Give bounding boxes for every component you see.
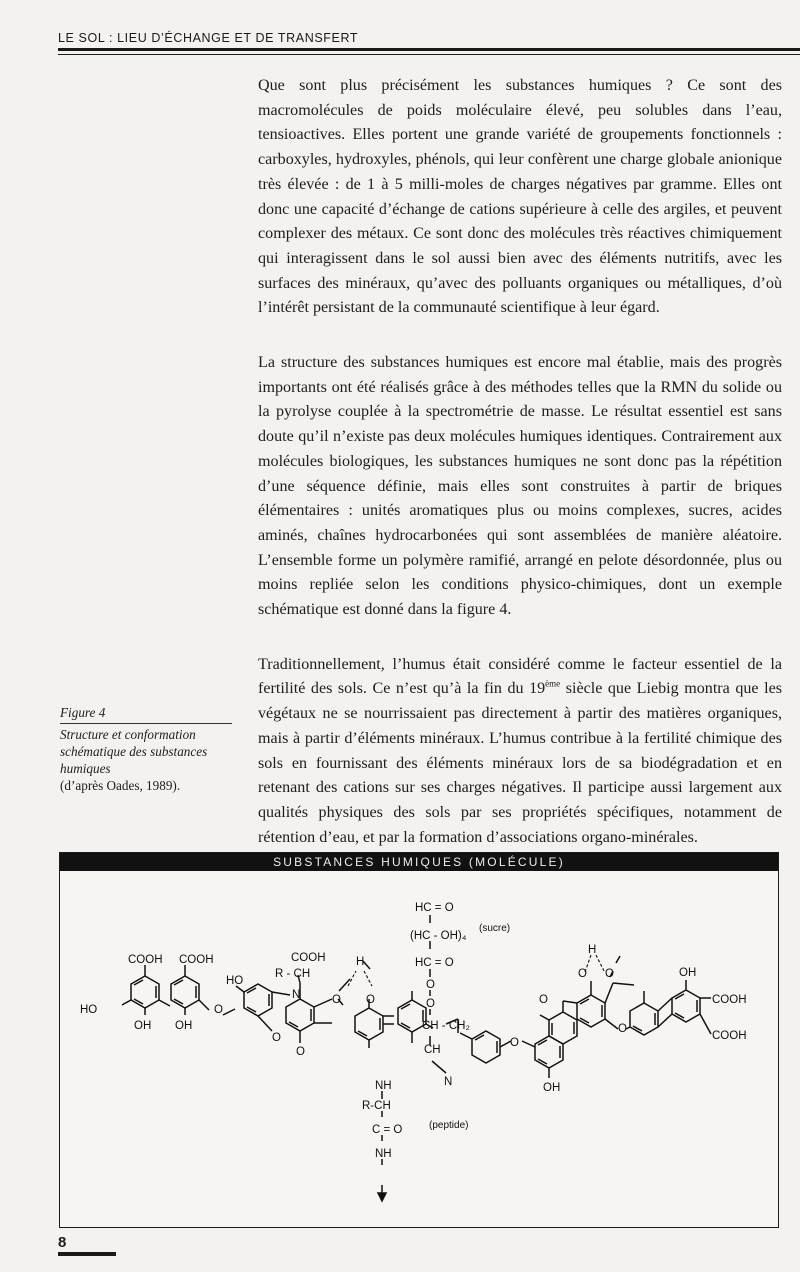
label-o-sugar-1: O — [426, 979, 435, 991]
ring-c — [244, 984, 272, 1016]
label-ch-ch2: CH - CH₂ — [422, 1020, 470, 1032]
ring-b — [171, 976, 199, 1008]
label-sucre: (sucre) — [479, 923, 511, 934]
label-o-gh: O — [510, 1037, 519, 1049]
paragraph-3 — [258, 653, 782, 851]
ring-j — [577, 995, 605, 1027]
label-hc-o-1: HC = O — [415, 902, 454, 914]
label-cooh-b: COOH — [179, 954, 214, 966]
paragraph-3-superscript: ème — [545, 679, 561, 690]
label-o-d: O — [296, 1046, 305, 1058]
label-ch: CH — [424, 1044, 441, 1056]
label-h-bond-2: H — [588, 944, 597, 956]
ring-a — [131, 976, 159, 1008]
figure-header-bar: SUBSTANCES HUMIQUES (MOLÉCULE) — [60, 853, 778, 871]
label-cooh-l2: COOH — [712, 1030, 747, 1042]
header-rule-thick — [58, 48, 800, 51]
peptide-arrow — [378, 1193, 386, 1201]
body-text-column — [258, 74, 782, 880]
paragraph-3-part-2: siècle que Liebig montra que les végétaux ne se nourrissaient pas directement à partir des matières organiques, mais à partir d’éléments minéraux. L’humus contribue à la fertilité chimique des sols en fournissant des éléments minéraux lors de sa biodégradation et en retenant des cations sur ses charges négatives. Il participe aussi largement aux qualités physiques des sols par ses propriétés spécifiques, notamment de rétention d’eau, et par la formation d’associations organo-minérales. — [258, 680, 782, 846]
running-header: LE SOL : LIEU D’ÉCHANGE ET DE TRANSFERT — [58, 31, 359, 45]
label-h-bond-1: H — [356, 956, 365, 968]
humic-molecule-diagram — [60, 853, 780, 1229]
label-oh-l: OH — [679, 967, 697, 979]
label-cooh-d: COOH — [291, 952, 326, 964]
ring-l — [672, 990, 700, 1022]
page-number: 8 — [58, 1234, 67, 1251]
ring-e — [355, 1008, 383, 1040]
ring-d — [286, 999, 314, 1031]
figure-caption — [60, 704, 230, 794]
label-r-ch: R - CH — [275, 968, 311, 980]
figure-source: (d’après Oades, 1989). — [60, 778, 181, 793]
label-ho-a: HO — [80, 1004, 98, 1016]
label-c-o: C = O — [372, 1124, 403, 1136]
label-hc-oh4: (HC - OH)₄ — [410, 930, 467, 942]
label-oh-b: OH — [175, 1020, 193, 1032]
label-hc-o-2: HC = O — [415, 957, 454, 969]
ring-i — [549, 1012, 577, 1044]
label-nh-1: NH — [375, 1080, 392, 1092]
label-r-ch-2: R-CH — [362, 1100, 391, 1112]
label-o-furan: O — [618, 1023, 627, 1035]
ring-k — [630, 1003, 658, 1035]
label-oh-h: OH — [543, 1082, 561, 1094]
paragraph-2: La structure des substances humiques est encore mal établie, mais des progrès importants ont été réalisés grâce à des méthodes telles que la RMN du solide ou la pyrolyse couplée à la spectrométrie de masse. Le résultat essentiel est sans doute qu’il n’existe pas deux molécules humiques identiques. Contrairement aux molécules biologiques, les substances humiques ne sont donc pas la répétition d’une séquence définie, mais elles sont construites à partir de briques élémentaires : unités aromatiques plus ou moins complexes, sucres, acides aminés, chaînes hydrocarbonées qui sont assemblées de manière aléatoire. L’ensemble forme un polymère ramifié, arrangé en pelote désordonnée, plus ou moins repliée selon les conditions physico-chimiques, dont un exemple schématique est donné dans la figure 4. — [258, 354, 782, 619]
label-ho-c: HO — [226, 975, 244, 987]
label-o-ab: O — [214, 1004, 223, 1016]
label-n-d: N — [292, 989, 301, 1001]
label-o-cd: O — [272, 1032, 281, 1044]
label-o-left-h: O — [578, 968, 587, 980]
label-o-e: O — [366, 994, 375, 1006]
paragraph-3-part-1: Traditionnellement, l’humus était considéré comme le facteur essentiel de la fertilité des sols. Ce n’est qu’à la fin du 19 — [258, 655, 782, 698]
label-oh-a: OH — [134, 1020, 152, 1032]
paragraph-1: Que sont plus précisément les substances humiques ? Ce sont des macromolécules de poids moléculaire élevé, peu solubles dans l’eau, tensioactives. Elles portent une grande variété de groupements fonctionnels : carboxyles, hydroxyles, phénols, qui leur confèrent une charge globale anionique très élevée : de 1 à 5 milli-moles de charges négatives par gramme. Elles ont donc une capacité d’échange de cations supérieure à celle des argiles, et peuvent complexer des métaux. Ce sont donc des molécules très réactives chimiquement qui interagissent dans le sol aussi bien avec des éléments nutritifs, avec les surfaces des minéraux, qu’avec des polluants organiques ou métalliques, d’où l’intérêt persistant de la communauté scientifique à leur égard. — [258, 77, 782, 317]
label-cooh-a: COOH — [128, 954, 163, 966]
caption-rule — [60, 723, 232, 724]
figure-title: Structure et conformation schématique des substances humiques — [60, 727, 208, 776]
label-nh-2: NH — [375, 1148, 392, 1160]
hydrogen-bonds — [348, 955, 604, 986]
label-o-keto-right: O — [539, 994, 548, 1006]
label-n-g: N — [444, 1076, 453, 1088]
ring-g — [472, 1031, 500, 1063]
label-o-keto: O — [332, 994, 341, 1006]
label-o-right-h: O — [605, 968, 614, 980]
header-rule-thin — [58, 54, 800, 55]
label-cooh-l1: COOH — [712, 994, 747, 1006]
page-number-rule — [58, 1252, 116, 1256]
label-peptide: (peptide) — [429, 1120, 469, 1131]
figure-4-box — [59, 852, 779, 1228]
figure-label: Figure 4 — [60, 705, 106, 720]
label-o-sugar-2: O — [426, 998, 435, 1010]
